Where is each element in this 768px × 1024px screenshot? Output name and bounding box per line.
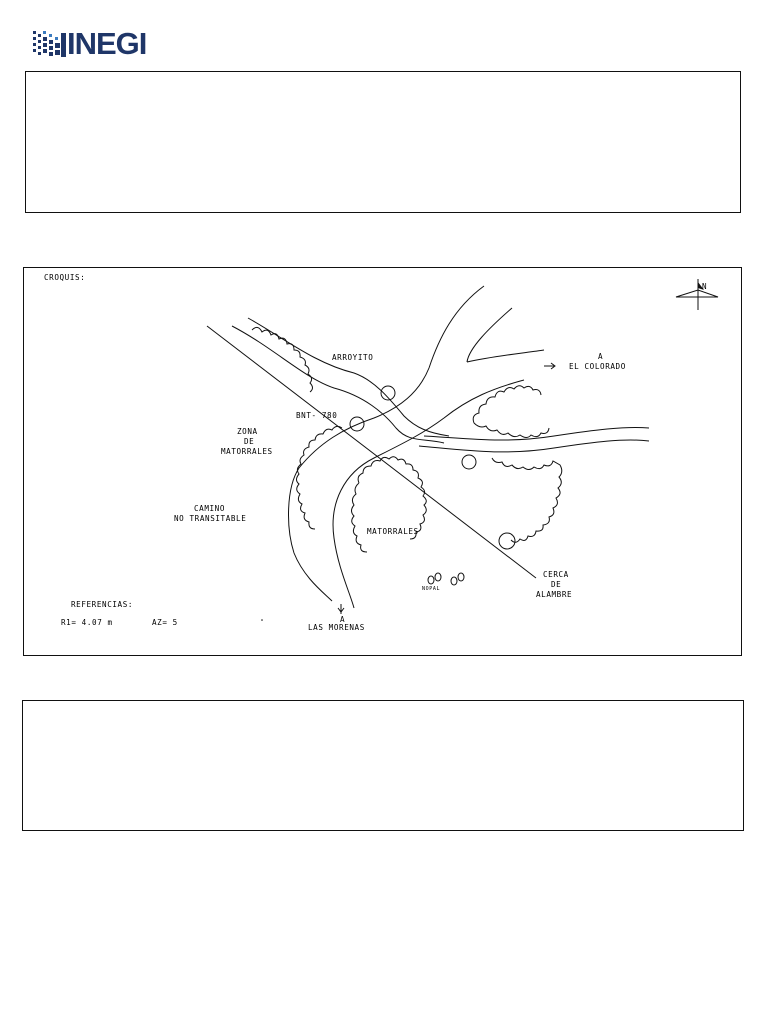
reference-r1: R1= 4.07 m [61,618,113,627]
label-alambre: ALAMBRE [536,590,573,599]
label-arroyito: ARROYITO [332,353,374,362]
arrow-right-icon [544,363,555,369]
north-label: N [702,282,708,291]
label-a-top: A [598,352,604,361]
stream-branch-2 [467,350,544,362]
label-de-2: DE [551,580,562,589]
logo-text: INEGI [67,26,147,61]
north-arrow-icon [676,279,718,310]
label-el-colorado: EL COLORADO [569,362,626,371]
info-box-bottom [22,700,744,831]
shrub-cluster-topleft [252,327,313,392]
nopal-icon [428,573,464,585]
label-matorrales-b: MATORRALES [367,527,419,536]
road-line-a [289,286,484,601]
sketch-title: CROQUIS: [44,273,86,282]
shrub-blob-3 [462,455,476,469]
label-no-transitable: NO TRANSITABLE [174,514,247,523]
shrub-cluster-middle [352,457,427,552]
shrub-cluster-left [297,426,343,529]
reference-az: AZ= 5 [152,618,178,627]
stream-line-a [232,326,444,443]
label-zona: ZONA [237,427,258,436]
references-title: REFERENCIAS: [71,600,134,609]
label-camino: CAMINO [194,504,226,513]
sketch-panel [23,267,742,656]
label-bnt: BNT- 780 [296,411,338,420]
shrub-cluster-right [492,458,562,542]
stream-right-a [419,440,649,452]
reference-dot [261,619,263,621]
inegi-logo-icon [32,29,66,59]
road-line-b [333,380,524,608]
stream-branch [467,308,512,362]
info-box-top [25,71,741,213]
label-cerca: CERCA [543,570,569,579]
stream-right-b [424,427,649,440]
label-las-morenas: LAS MORENAS [308,623,365,632]
sketch-map [24,268,743,657]
arrow-down-icon [338,604,344,614]
label-nopal: NOPAL [422,586,441,592]
label-de-1: DE [244,437,255,446]
inegi-logo [32,28,146,60]
label-a-bottom: A [340,615,346,624]
label-matorrales-a: MATORRALES [221,447,273,456]
